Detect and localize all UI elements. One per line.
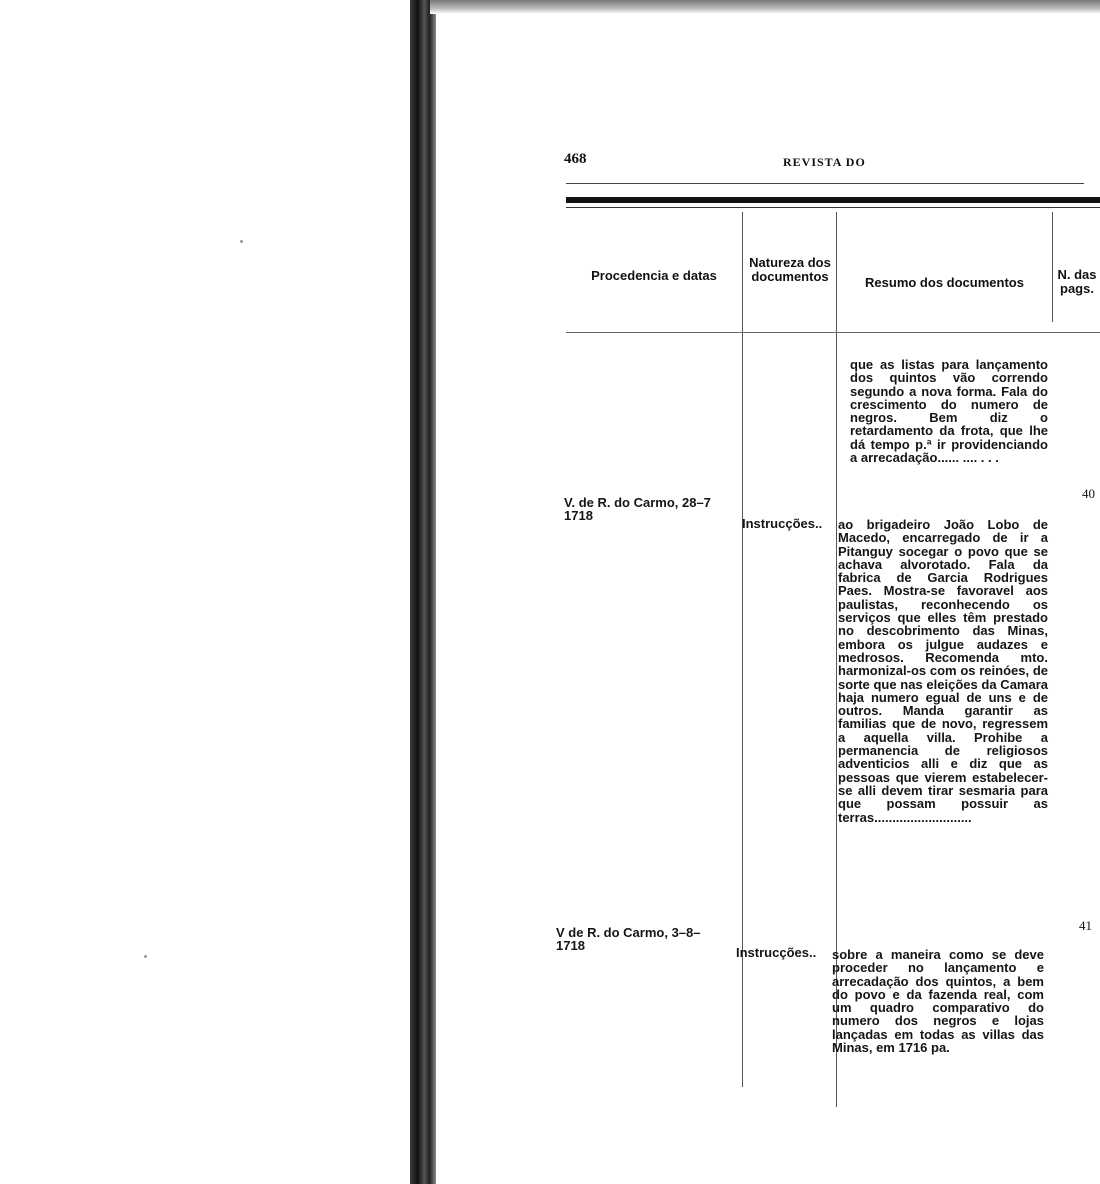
table-row-summary: ao brigadeiro João Lobo de Macedo, encarregado de ir a Pitanguy socegar o povo que se achava alvorotado. Fala da fabrica de Garcia Rodrigues Paes. Mostra-se favoravel aos paulistas, reconhecendo os serviços que elles têm prestado no descobrimento das Minas, embora os julgue audazes e medrosos. Recomenda mto. harmonizal-os com os reinóes, de sorte que nas eleições da Camara haja numero egual de uns e de outros. Manda garantir as familias que de novo, regressem a aquella villa. Prohibe a permanencia de religiosos adventicios alli e diz que as pessoas que vierem estabelecer-se alli devem tirar sesmaria para que possam possuir as terras........................... [838, 517, 1048, 825]
column-divider [1052, 212, 1053, 322]
table-row-pages: 40 [1082, 486, 1095, 501]
scan-speck [240, 240, 243, 243]
column-header-nature: Natureza dos documentos [749, 255, 831, 284]
column-header-summary: Resumo dos documentos [865, 275, 1024, 290]
scan-top-shadow [430, 0, 1100, 14]
page-number: 468 [564, 151, 587, 167]
table-row-nature: Instrucções.. [742, 516, 823, 531]
table-row-nature: Instrucções.. [736, 945, 817, 960]
table-row-origin: V. de R. do Carmo, 28–7 1718 [564, 495, 711, 524]
table-row-origin: V de R. do Carmo, 3–8–1718 [556, 925, 701, 954]
header-bottom-rule [566, 332, 1100, 333]
table-row-summary: que as listas para lançamento dos quintos vão correndo segundo a nova forma. Fala do crescimento do numero de negros. Bem diz o retardamento da frota, que lhe dá tempo p.ª ir providenciando a arrecadação...... .... . . . [850, 357, 1048, 466]
column-header-origin: Procedencia e datas [591, 268, 717, 283]
table-top-rule-thin [566, 207, 1100, 208]
table-top-rule [566, 197, 1100, 203]
table-row-summary: sobre a maneira como se deve proceder no lançamento e arrecadação dos quintos, a bem do povo e da fazenda real, com um quadro comparativo do numero dos negros e lojas lançadas em todas as villas das Minas, em 1716 pa. [832, 947, 1044, 1056]
running-head: REVISTA DO [783, 155, 866, 169]
header-rule [566, 183, 1084, 184]
scan-speck [144, 955, 147, 958]
book-spine-shadow [410, 0, 436, 1184]
column-header-pages: N. das pags. [1057, 267, 1097, 296]
table-row-pages: 41 [1079, 918, 1092, 933]
